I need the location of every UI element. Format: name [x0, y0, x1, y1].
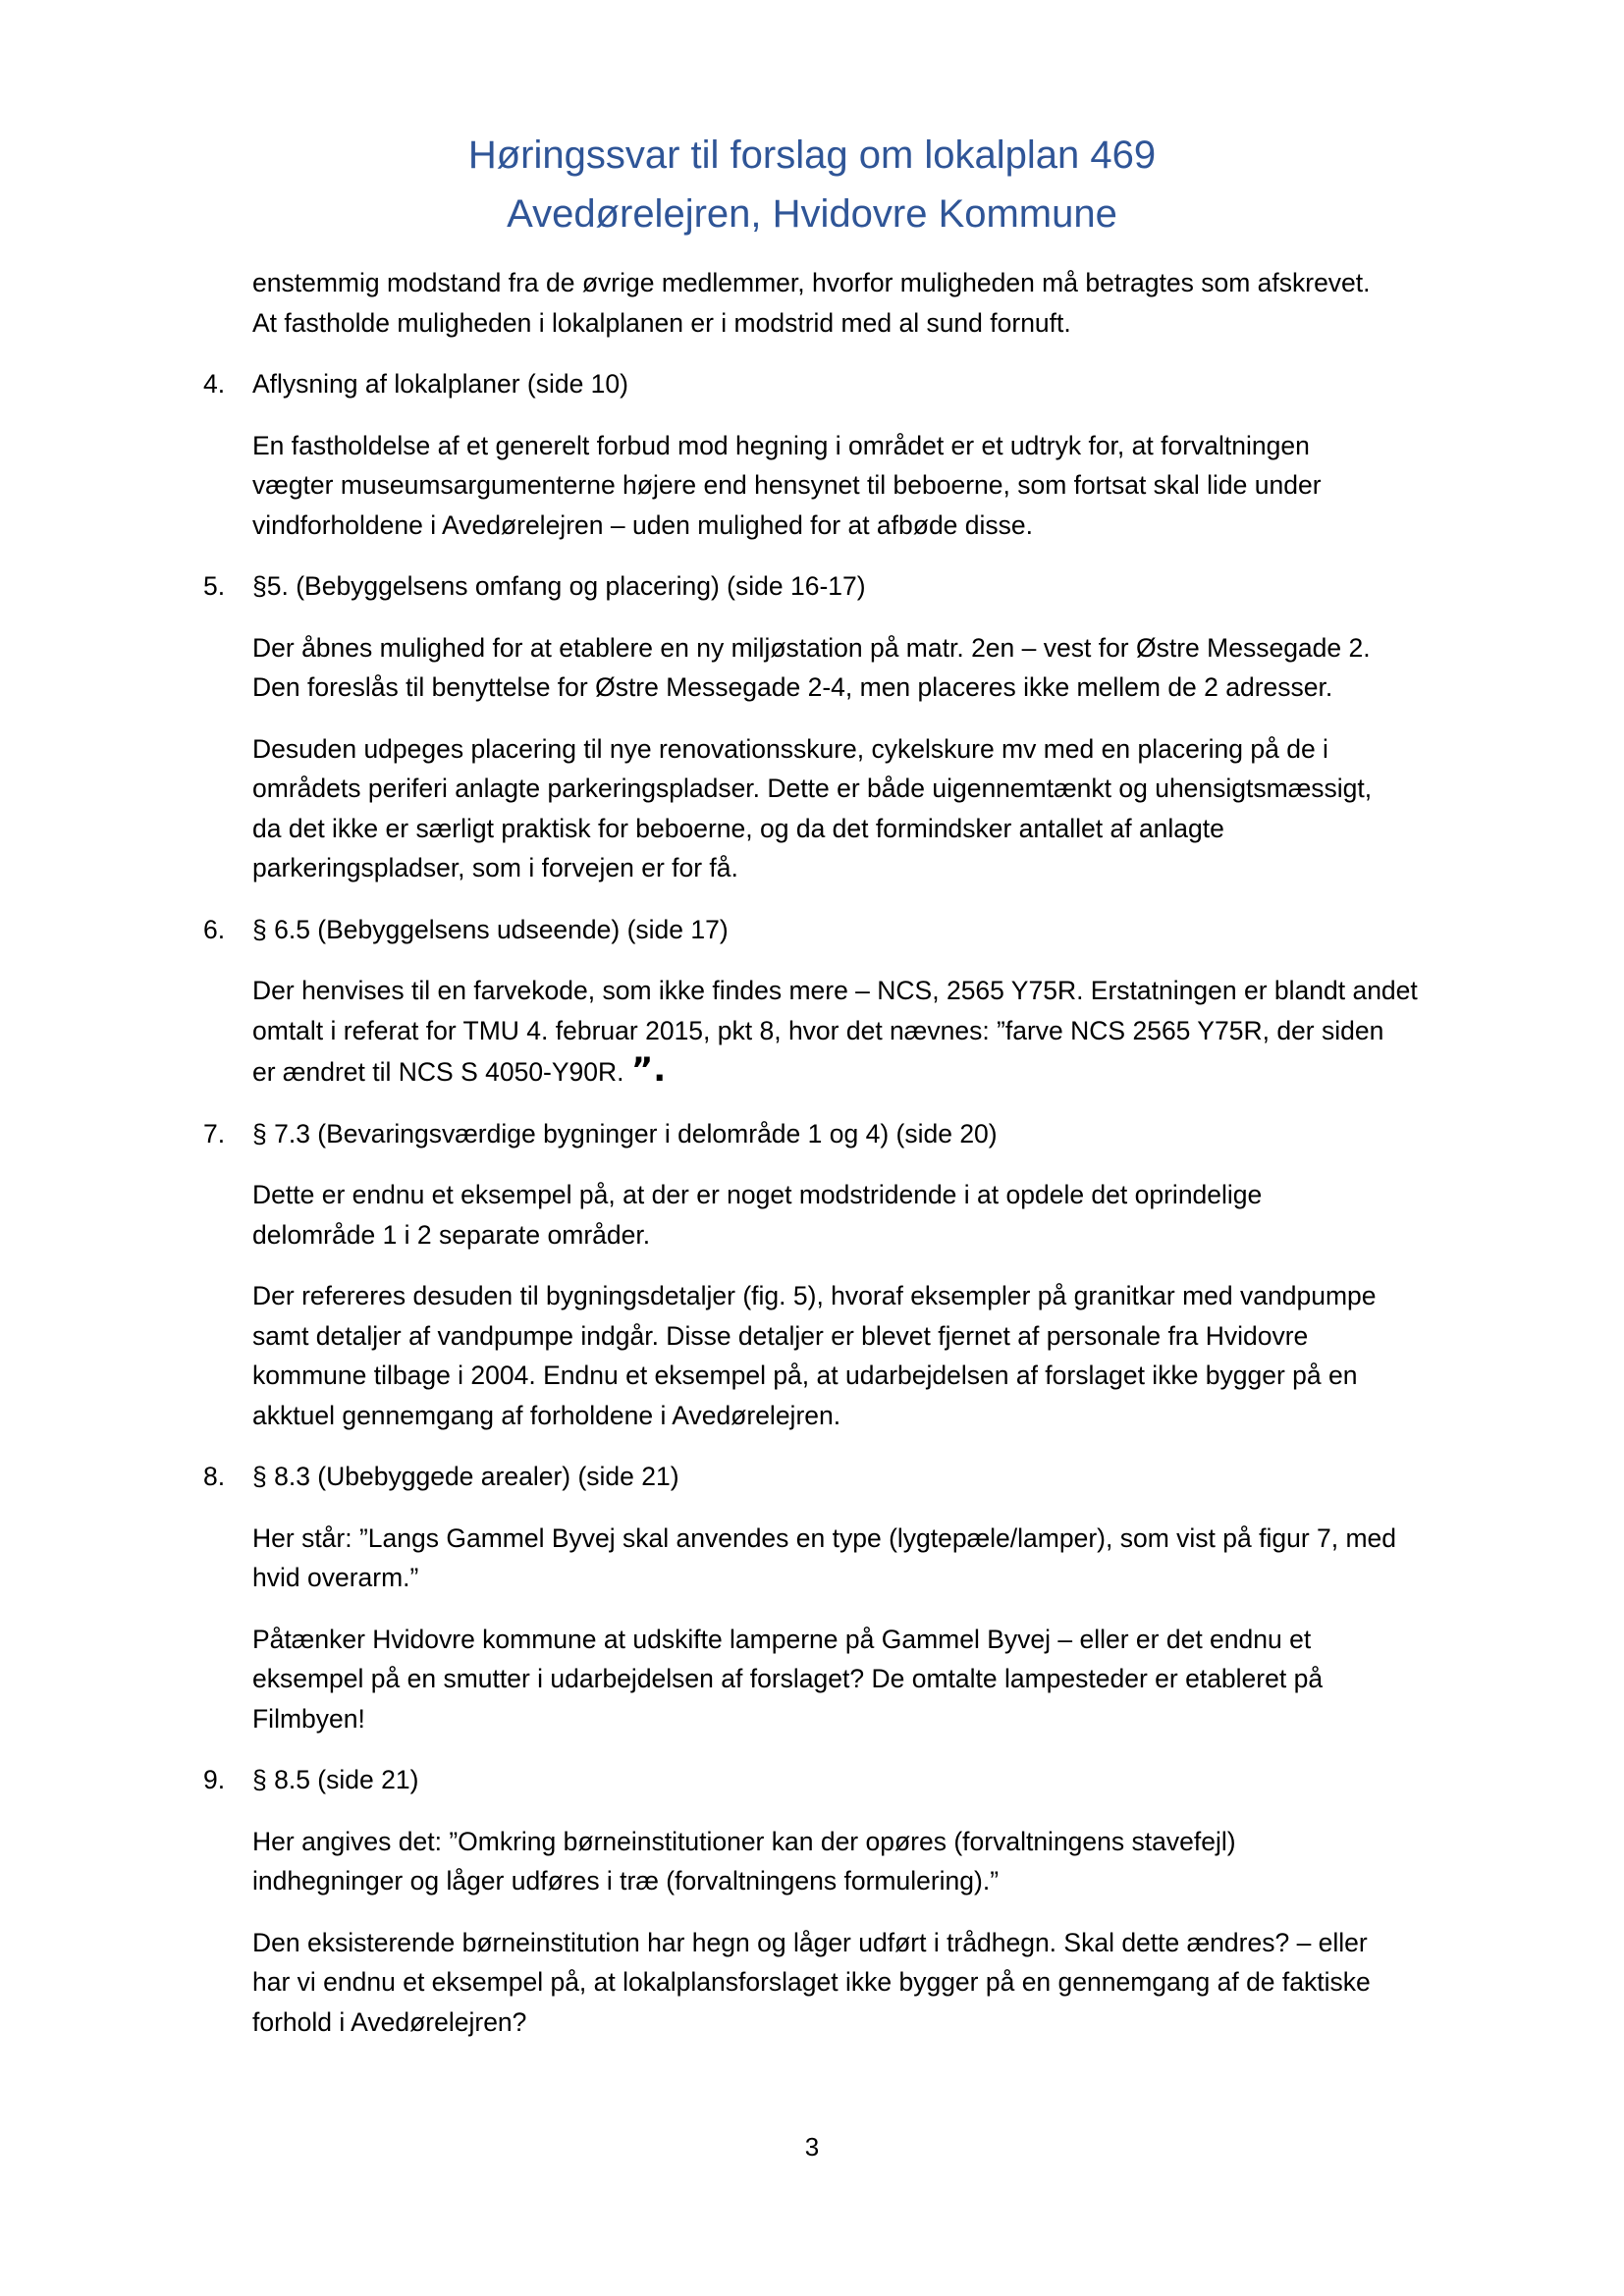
- item-6-paragraph-1: [252, 971, 1480, 1093]
- document-header: [0, 126, 1624, 243]
- item-heading: § 8.5 (side 21): [252, 1765, 419, 1794]
- item-9-paragraph-1: [252, 1822, 1480, 1901]
- paragraph-line-text: er ændret til NCS S 4050-Y90R.: [252, 1057, 631, 1087]
- paragraph-line: vægter museumsargumenterne højere end hensynet til beboerne, som fortsat skal lide under: [252, 470, 1322, 500]
- paragraph-line: kommune tilbage i 2004. Endnu et eksempel på, at udarbejdelsen af forslaget ikke bygger på en: [252, 1361, 1358, 1390]
- list-item-6: [203, 910, 1480, 950]
- paragraph-line: har vi endnu et eksempel på, at lokalplansforslaget ikke bygger på en gennemgang af de faktiske: [252, 1967, 1371, 1997]
- paragraph-line: Påtænker Hvidovre kommune at udskifte lamperne på Gammel Byvej – eller er det endnu et: [252, 1624, 1312, 1654]
- paragraph-line: eksempel på en smutter i udarbejdelsen af forslaget? De omtalte lampesteder er etableret på: [252, 1664, 1324, 1693]
- paragraph-line: Den foreslås til benyttelse for Østre Messegade 2-4, men placeres ikke mellem de 2 adresser.: [252, 672, 1333, 702]
- item-9-paragraph-2: [252, 1923, 1480, 2043]
- item-number: 7.: [203, 1118, 226, 1148]
- paragraph-line: parkeringspladser, som i forvejen er for få.: [252, 853, 738, 882]
- paragraph-line: Der åbnes mulighed for at etablere en ny miljøstation på matr. 2en – vest for Østre Messegade 2.: [252, 632, 1371, 663]
- paragraph-line: Desuden udpeges placering til nye renovationsskure, cykelskure mv med en placering på de i: [252, 733, 1328, 764]
- list-item-8: [203, 1457, 1480, 1497]
- item-8-paragraph-1: [252, 1519, 1480, 1598]
- item-heading: § 8.3 (Ubebyggede arealer) (side 21): [252, 1462, 679, 1491]
- paragraph-line: forhold i Avedørelejren?: [252, 2006, 527, 2037]
- paragraph-line: En fastholdelse af et generelt forbud mod hegning i området er et udtryk for, at forvaltningen: [252, 430, 1310, 460]
- item-5-paragraph-2: [252, 729, 1480, 888]
- header-title-line-2: Avedørelejren, Hvidovre Kommune: [507, 192, 1117, 236]
- list-item-7: [203, 1114, 1480, 1154]
- item-heading: §5. (Bebyggelsens omfang og placering) (side 16-17): [252, 571, 866, 601]
- paragraph-line: indhegninger og låger udføres i træ (forvaltningens formulering).”: [252, 1866, 1000, 1896]
- paragraph-line: vindforholdene i Avedørelejren – uden mulighed for at afbøde disse.: [252, 509, 1034, 540]
- list-item-4: [203, 364, 1480, 404]
- page-number: 3: [804, 2132, 820, 2162]
- paragraph-line: At fastholde muligheden i lokalplanen er i modstrid med al sund fornuft.: [252, 307, 1071, 338]
- paragraph-line: omtalt i referat for TMU 4. februar 2015, pkt 8, hvor det nævnes: ”farve NCS 2565 Y75R, der siden: [252, 1015, 1384, 1045]
- item-8-paragraph-2: [252, 1620, 1480, 1739]
- paragraph-line: Der refereres desuden til bygningsdetaljer (fig. 5), hvoraf eksempler på granitkar med vandpumpe: [252, 1281, 1377, 1310]
- paragraph-line: samt detaljer af vandpumpe indgår. Disse detaljer er blevet fjernet af personale fra Hvidovre: [252, 1320, 1309, 1351]
- item-5-paragraph-1: [252, 628, 1480, 708]
- paragraph-line-with-mark: [252, 1050, 1480, 1093]
- paragraph-line: Den eksisterende børneinstitution har hegn og låger udført i trådhegn. Skal dette ændres? – eller: [252, 1927, 1368, 1957]
- item-number: 5.: [203, 571, 226, 601]
- paragraph-line: delområde 1 i 2 separate områder.: [252, 1219, 651, 1250]
- list-item-5: [203, 566, 1480, 607]
- paragraph-line: da det ikke er særligt praktisk for beboerne, og da det formindsker antallet af anlagte: [252, 813, 1224, 843]
- item-number: 9.: [203, 1765, 226, 1794]
- header-title-line-1: Høringssvar til forslag om lokalplan 469: [467, 133, 1157, 177]
- item-heading: § 7.3 (Bevaringsværdige bygninger i delområde 1 og 4) (side 20): [252, 1118, 998, 1148]
- item-7-paragraph-1: [252, 1175, 1480, 1255]
- paragraph-line: Her angives det: ”Omkring børneinstitutioner kan der opøres (forvaltningens stavefejl): [252, 1826, 1236, 1856]
- item-heading: Aflysning af lokalplaner (side 10): [252, 369, 628, 399]
- closing-quote-mark: ”.: [630, 1050, 667, 1090]
- paragraph-line: Her står: ”Langs Gammel Byvej skal anvendes en type (lygtepæle/lamper), som vist på figur 7, med: [252, 1522, 1397, 1553]
- item-number: 8.: [203, 1462, 226, 1491]
- item-4-paragraph-1: [252, 426, 1480, 546]
- paragraph-line: enstemmig modstand fra de øvrige medlemmer, hvorfor muligheden må betragtes som afskrevet.: [252, 268, 1371, 297]
- paragraph-line: Dette er endnu et eksempel på, at der er noget modstridende i at opdele det oprindelige: [252, 1180, 1263, 1209]
- list-item-9: [203, 1760, 1480, 1800]
- paragraph-line: hvid overarm.”: [252, 1563, 419, 1592]
- item-number: 6.: [203, 914, 226, 944]
- item-7-paragraph-2: [252, 1276, 1480, 1435]
- paragraph-line: områdets periferi anlagte parkeringspladser. Dette er både uigennemtænkt og uhensigtsmæssigt,: [252, 774, 1373, 803]
- item-number: 4.: [203, 369, 226, 399]
- paragraph-line: Filmbyen!: [252, 1703, 365, 1734]
- document-body: [203, 263, 1480, 2063]
- paragraph-line: akktuel gennemgang af forholdene i Avedørelejren.: [252, 1400, 841, 1430]
- intro-paragraph: [252, 263, 1480, 343]
- paragraph-line: Der henvises til en farvekode, som ikke findes mere – NCS, 2565 Y75R. Erstatningen er blandt andet: [252, 976, 1418, 1005]
- item-heading: § 6.5 (Bebyggelsens udseende) (side 17): [252, 914, 729, 944]
